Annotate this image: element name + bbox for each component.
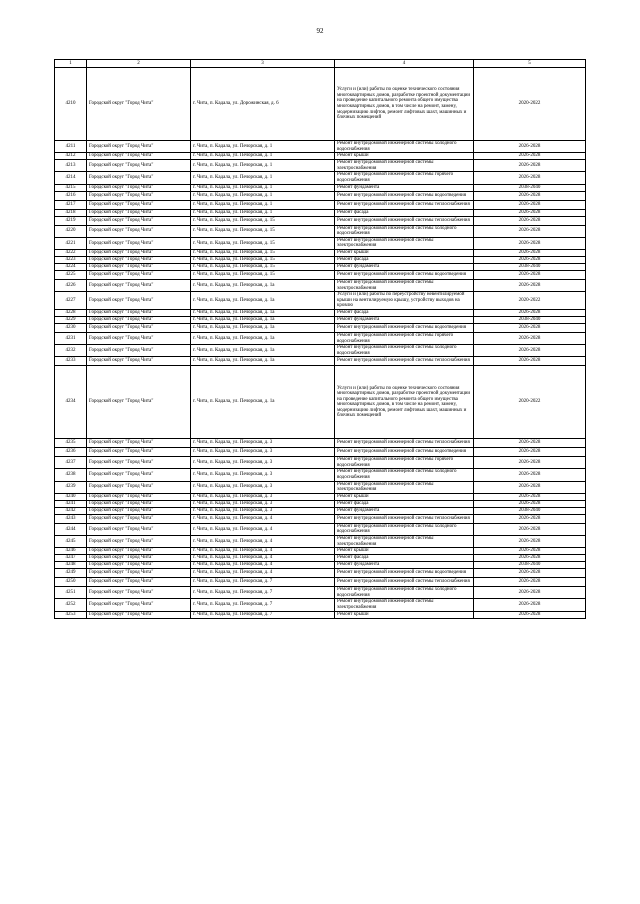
address-cell: г. Чита, п. Кадала, ул. Печорская, д. 4 <box>191 569 335 578</box>
period-cell: 2026-2028 <box>474 141 586 153</box>
work-type-cell: Ремонт фундамента <box>335 263 474 270</box>
work-type-cell: Ремонт внутридомовой инженерной системы теплоснабжения <box>335 357 474 366</box>
address-cell: г. Чита, п. Кадала, ул. Печорская, д. 1 <box>191 172 335 184</box>
table-row <box>55 172 586 184</box>
table-row <box>55 536 586 548</box>
period-cell: 2026-2028 <box>474 555 586 562</box>
municipality-cell: Городской округ "Город Чита" <box>87 481 191 493</box>
period-cell: 2026-2028 <box>474 448 586 457</box>
municipality-cell: Городской округ "Город Чита" <box>87 366 191 439</box>
table-row <box>55 237 586 249</box>
table-row <box>55 345 586 357</box>
column-number: 1 <box>55 60 87 68</box>
work-type-cell: Услуги и (или) работы по переустройству невентилируемой крыши на вентилируемую крышу, устройству выходов на кровлю <box>335 292 474 310</box>
address-cell: г. Чита, п. Кадала, ул. Печорская, д. 15 <box>191 263 335 270</box>
municipality-cell: Городской округ "Город Чита" <box>87 263 191 270</box>
table-row <box>55 209 586 216</box>
period-cell: 2026-2028 <box>474 270 586 279</box>
work-type-cell: Ремонт внутридомовой инженерной системы теплоснабжения <box>335 514 474 523</box>
municipality-cell: Городской округ "Город Чита" <box>87 587 191 599</box>
work-type-cell: Ремонт внутридомовой инженерной системы холодного водоснабжения <box>335 141 474 153</box>
municipality-cell: Городской округ "Город Чита" <box>87 578 191 587</box>
municipality-cell: Городской округ "Город Чита" <box>87 332 191 344</box>
column-number: 5 <box>474 60 586 68</box>
work-type-cell: Ремонт внутридомовой инженерной системы теплоснабжения <box>335 200 474 209</box>
period-cell: 2026-2028 <box>474 439 586 448</box>
work-type-cell: Ремонт внутридомовой инженерной системы электроснабжения <box>335 237 474 249</box>
row-number: 4241 <box>55 500 87 507</box>
period-cell: 2026-2028 <box>474 493 586 500</box>
address-cell: г. Чита, п. Кадала, ул. Печорская, д. 4 <box>191 555 335 562</box>
address-cell: г. Чита, п. Кадала, ул. Печорская, д. 1а <box>191 279 335 291</box>
period-cell: 2026-2028 <box>474 578 586 587</box>
work-type-cell: Ремонт фасада <box>335 500 474 507</box>
table-row <box>55 366 586 439</box>
period-cell: 2038-2040 <box>474 184 586 191</box>
municipality-cell: Городской округ "Город Чита" <box>87 523 191 535</box>
column-number-row <box>55 60 586 68</box>
period-cell: 2026-2028 <box>474 514 586 523</box>
table-row <box>55 578 586 587</box>
municipality-cell: Городской округ "Город Чита" <box>87 184 191 191</box>
row-number: 4225 <box>55 270 87 279</box>
address-cell: г. Чита, п. Кадала, ул. Печорская, д. 1а <box>191 345 335 357</box>
address-cell: г. Чита, п. Кадала, ул. Печорская, д. 3 <box>191 448 335 457</box>
column-number: 4 <box>335 60 474 68</box>
municipality-cell: Городской округ "Город Чита" <box>87 323 191 332</box>
period-cell: 2020-2022 <box>474 366 586 439</box>
work-type-cell: Ремонт фундамента <box>335 507 474 514</box>
table-row <box>55 153 586 160</box>
address-cell: г. Чита, п. Кадала, ул. Печорская, д. 1 <box>191 153 335 160</box>
municipality-cell: Городской округ "Город Чита" <box>87 500 191 507</box>
period-cell: 2026-2028 <box>474 172 586 184</box>
period-cell: 2026-2028 <box>474 209 586 216</box>
address-cell: г. Чита, п. Кадала, ул. Печорская, д. 1 <box>191 160 335 172</box>
row-number: 4235 <box>55 439 87 448</box>
address-cell: г. Чита, п. Кадала, ул. Печорская, д. 3 <box>191 500 335 507</box>
table-row <box>55 292 586 310</box>
work-type-cell: Ремонт фундамента <box>335 184 474 191</box>
work-type-cell: Ремонт крыши <box>335 493 474 500</box>
period-cell: 2038-2040 <box>474 562 586 569</box>
municipality-cell: Городской округ "Город Чита" <box>87 536 191 548</box>
row-number: 4249 <box>55 569 87 578</box>
address-cell: г. Чита, п. Кадала, ул. Печорская, д. 1а <box>191 292 335 310</box>
address-cell: г. Чита, п. Кадала, ул. Печорская, д. 3 <box>191 469 335 481</box>
municipality-cell: Городской округ "Город Чита" <box>87 469 191 481</box>
row-number: 4224 <box>55 263 87 270</box>
period-cell: 2026-2028 <box>474 481 586 493</box>
row-number: 4218 <box>55 209 87 216</box>
table-row <box>55 256 586 263</box>
table-row <box>55 323 586 332</box>
table-row <box>55 448 586 457</box>
row-number: 4214 <box>55 172 87 184</box>
table-row <box>55 548 586 555</box>
table-row <box>55 569 586 578</box>
period-cell: 2026-2028 <box>474 332 586 344</box>
row-number: 4239 <box>55 481 87 493</box>
municipality-cell: Городской округ "Город Чита" <box>87 448 191 457</box>
address-cell: г. Чита, п. Кадала, ул. Печорская, д. 1 <box>191 191 335 200</box>
work-type-cell: Ремонт внутридомовой инженерной системы водоотведения <box>335 323 474 332</box>
municipality-cell: Городской округ "Город Чита" <box>87 216 191 225</box>
address-cell: г. Чита, п. Кадала, ул. Печорская, д. 4 <box>191 514 335 523</box>
period-cell: 2026-2028 <box>474 523 586 535</box>
row-number: 4242 <box>55 507 87 514</box>
period-cell: 2026-2028 <box>474 599 586 611</box>
municipality-cell: Городской округ "Город Чита" <box>87 562 191 569</box>
municipality-cell: Городской округ "Город Чита" <box>87 256 191 263</box>
municipality-cell: Городской округ "Город Чита" <box>87 270 191 279</box>
period-cell: 2026-2028 <box>474 225 586 237</box>
municipality-cell: Городской округ "Город Чита" <box>87 555 191 562</box>
row-number: 4215 <box>55 184 87 191</box>
work-type-cell: Ремонт внутридомовой инженерной системы теплоснабжения <box>335 578 474 587</box>
address-cell: г. Чита, п. Кадала, ул. Печорская, д. 4 <box>191 562 335 569</box>
table-row <box>55 216 586 225</box>
municipality-cell: Городской округ "Город Чита" <box>87 316 191 323</box>
period-cell: 2026-2028 <box>474 569 586 578</box>
period-cell: 2026-2028 <box>474 216 586 225</box>
period-cell: 2020-2022 <box>474 68 586 141</box>
address-cell: г. Чита, п. Кадала, ул. Печорская, д. 4 <box>191 548 335 555</box>
period-cell: 2026-2028 <box>474 160 586 172</box>
row-number: 4216 <box>55 191 87 200</box>
address-cell: г. Чита, п. Кадала, ул. Печорская, д. 15 <box>191 256 335 263</box>
row-number: 4243 <box>55 514 87 523</box>
table-row <box>55 270 586 279</box>
work-type-cell: Ремонт внутридомовой инженерной системы водоотведения <box>335 270 474 279</box>
period-cell: 2038-2040 <box>474 316 586 323</box>
work-type-cell: Ремонт внутридомовой инженерной системы водоотведения <box>335 191 474 200</box>
work-type-cell: Ремонт внутридомовой инженерной системы водоотведения <box>335 448 474 457</box>
municipality-cell: Городской округ "Город Чита" <box>87 141 191 153</box>
address-cell: г. Чита, п. Кадала, ул. Печорская, д. 15 <box>191 225 335 237</box>
row-number: 4240 <box>55 493 87 500</box>
work-type-cell: Ремонт внутридомовой инженерной системы горячего водоснабжения <box>335 457 474 469</box>
row-number: 4250 <box>55 578 87 587</box>
period-cell: 2026-2028 <box>474 469 586 481</box>
address-cell: г. Чита, п. Кадала, ул. Печорская, д. 4 <box>191 536 335 548</box>
work-type-cell: Ремонт крыши <box>335 249 474 256</box>
row-number: 4211 <box>55 141 87 153</box>
municipality-cell: Городской округ "Город Чита" <box>87 493 191 500</box>
row-number: 4251 <box>55 587 87 599</box>
table-row <box>55 309 586 316</box>
municipality-cell: Городской округ "Город Чита" <box>87 153 191 160</box>
row-number: 4227 <box>55 292 87 310</box>
table-row <box>55 439 586 448</box>
work-type-cell: Услуги и (или) работы по оценке технического состояния многоквартирных домов, разработке проектной документации на проведение капитального ремонта общего имущества многоквартирных домов, в том числе на ремонт, замену, модернизацию лифтов, ремонт лифтовых шахт, машинных и блочных помещений <box>335 366 474 439</box>
table-row <box>55 141 586 153</box>
address-cell: г. Чита, п. Кадала, ул. Печорская, д. 1а <box>191 332 335 344</box>
row-number: 4253 <box>55 611 87 618</box>
work-type-cell: Ремонт внутридомовой инженерной системы электроснабжения <box>335 279 474 291</box>
page-number: 92 <box>316 27 324 35</box>
row-number: 4212 <box>55 153 87 160</box>
address-cell: г. Чита, п. Кадала, ул. Печорская, д. 3 <box>191 457 335 469</box>
period-cell: 2026-2028 <box>474 536 586 548</box>
period-cell: 2026-2028 <box>474 153 586 160</box>
period-cell: 2026-2028 <box>474 345 586 357</box>
address-cell: г. Чита, п. Кадала, ул. Печорская, д. 1а <box>191 357 335 366</box>
work-type-cell: Ремонт внутридомовой инженерной системы холодного водоснабжения <box>335 469 474 481</box>
address-cell: г. Чита, п. Кадала, ул. Печорская, д. 1а <box>191 309 335 316</box>
address-cell: г. Чита, п. Кадала, ул. Печорская, д. 1 <box>191 209 335 216</box>
address-cell: г. Чита, п. Кадала, ул. Печорская, д. 15 <box>191 216 335 225</box>
address-cell: г. Чита, п. Кадала, ул. Печорская, д. 1а <box>191 323 335 332</box>
address-cell: г. Чита, п. Кадала, ул. Печорская, д. 7 <box>191 611 335 618</box>
row-number: 4213 <box>55 160 87 172</box>
municipality-cell: Городской округ "Город Чита" <box>87 309 191 316</box>
municipality-cell: Городской округ "Город Чита" <box>87 191 191 200</box>
row-number: 4238 <box>55 469 87 481</box>
table-row <box>55 316 586 323</box>
municipality-cell: Городской округ "Город Чита" <box>87 457 191 469</box>
row-number: 4223 <box>55 256 87 263</box>
work-type-cell: Ремонт внутридомовой инженерной системы горячего водоснабжения <box>335 332 474 344</box>
row-number: 4237 <box>55 457 87 469</box>
municipality-cell: Городской округ "Город Чита" <box>87 514 191 523</box>
row-number: 4231 <box>55 332 87 344</box>
table-row <box>55 481 586 493</box>
address-cell: г. Чита, п. Кадала, ул. Дорожинская, д. 6 <box>191 68 335 141</box>
municipality-cell: Городской округ "Город Чита" <box>87 225 191 237</box>
table-row <box>55 68 586 141</box>
row-number: 4226 <box>55 279 87 291</box>
address-cell: г. Чита, п. Кадала, ул. Печорская, д. 15 <box>191 270 335 279</box>
work-type-cell: Услуги и (или) работы по оценке технического состояния многоквартирных домов, разработке проектной документации на проведение капитального ремонта общего имущества многоквартирных домов, в том числе на ремонт, замену, модернизацию лифтов, ремонт лифтовых шахт, машинных и блочных помещений <box>335 68 474 141</box>
municipality-cell: Городской округ "Город Чита" <box>87 249 191 256</box>
period-cell: 2026-2028 <box>474 548 586 555</box>
row-number: 4221 <box>55 237 87 249</box>
table-row <box>55 587 586 599</box>
municipality-cell: Городской округ "Город Чита" <box>87 237 191 249</box>
row-number: 4247 <box>55 555 87 562</box>
row-number: 4220 <box>55 225 87 237</box>
address-cell: г. Чита, п. Кадала, ул. Печорская, д. 1 <box>191 200 335 209</box>
municipality-cell: Городской округ "Город Чита" <box>87 200 191 209</box>
address-cell: г. Чита, п. Кадала, ул. Печорская, д. 4 <box>191 523 335 535</box>
period-cell: 2026-2028 <box>474 457 586 469</box>
municipality-cell: Городской округ "Город Чита" <box>87 439 191 448</box>
row-number: 4236 <box>55 448 87 457</box>
row-number: 4232 <box>55 345 87 357</box>
column-number: 2 <box>87 60 191 68</box>
row-number: 4245 <box>55 536 87 548</box>
table-row <box>55 457 586 469</box>
table-row <box>55 357 586 366</box>
work-type-cell: Ремонт крыши <box>335 611 474 618</box>
work-type-cell: Ремонт крыши <box>335 548 474 555</box>
work-type-cell: Ремонт крыши <box>335 153 474 160</box>
address-cell: г. Чита, п. Кадала, ул. Печорская, д. 3 <box>191 481 335 493</box>
column-number: 3 <box>191 60 335 68</box>
work-type-cell: Ремонт внутридомовой инженерной системы электроснабжения <box>335 160 474 172</box>
table-row <box>55 184 586 191</box>
work-type-cell: Ремонт фасада <box>335 209 474 216</box>
work-type-cell: Ремонт внутридомовой инженерной системы электроснабжения <box>335 536 474 548</box>
row-number: 4234 <box>55 366 87 439</box>
table-row <box>55 279 586 291</box>
period-cell: 2038-2040 <box>474 507 586 514</box>
address-cell: г. Чита, п. Кадала, ул. Печорская, д. 3 <box>191 439 335 448</box>
municipality-cell: Городской округ "Город Чита" <box>87 279 191 291</box>
municipality-cell: Городской округ "Город Чита" <box>87 68 191 141</box>
row-number: 4228 <box>55 309 87 316</box>
work-type-cell: Ремонт фасада <box>335 256 474 263</box>
work-type-cell: Ремонт фасада <box>335 309 474 316</box>
period-cell: 2026-2028 <box>474 309 586 316</box>
period-cell: 2026-2028 <box>474 249 586 256</box>
address-cell: г. Чита, п. Кадала, ул. Печорская, д. 7 <box>191 578 335 587</box>
table-body <box>55 68 586 619</box>
period-cell: 2026-2028 <box>474 279 586 291</box>
table-row <box>55 469 586 481</box>
work-type-cell: Ремонт внутридомовой инженерной системы холодного водоснабжения <box>335 345 474 357</box>
period-cell: 2026-2028 <box>474 256 586 263</box>
table-row <box>55 160 586 172</box>
table-row <box>55 523 586 535</box>
row-number: 4229 <box>55 316 87 323</box>
table-row <box>55 225 586 237</box>
work-type-cell: Ремонт внутридомовой инженерной системы теплоснабжения <box>335 439 474 448</box>
address-cell: г. Чита, п. Кадала, ул. Печорская, д. 15 <box>191 237 335 249</box>
municipality-cell: Городской округ "Город Чита" <box>87 357 191 366</box>
address-cell: г. Чита, п. Кадала, ул. Печорская, д. 3 <box>191 507 335 514</box>
works-table <box>54 59 586 619</box>
municipality-cell: Городской округ "Город Чита" <box>87 172 191 184</box>
municipality-cell: Городской округ "Город Чита" <box>87 507 191 514</box>
address-cell: г. Чита, п. Кадала, ул. Печорская, д. 1а <box>191 366 335 439</box>
period-cell: 2026-2028 <box>474 191 586 200</box>
address-cell: г. Чита, п. Кадала, ул. Печорская, д. 3 <box>191 493 335 500</box>
address-cell: г. Чита, п. Кадала, ул. Печорская, д. 7 <box>191 587 335 599</box>
row-number: 4246 <box>55 548 87 555</box>
row-number: 4252 <box>55 599 87 611</box>
period-cell: 2026-2028 <box>474 323 586 332</box>
row-number: 4217 <box>55 200 87 209</box>
table-row <box>55 562 586 569</box>
period-cell: 2026-2028 <box>474 500 586 507</box>
work-type-cell: Ремонт внутридомовой инженерной системы горячего водоснабжения <box>335 172 474 184</box>
table-row <box>55 507 586 514</box>
municipality-cell: Городской округ "Город Чита" <box>87 611 191 618</box>
row-number: 4222 <box>55 249 87 256</box>
address-cell: г. Чита, п. Кадала, ул. Печорская, д. 7 <box>191 599 335 611</box>
table-row <box>55 191 586 200</box>
period-cell: 2026-2028 <box>474 237 586 249</box>
row-number: 4219 <box>55 216 87 225</box>
work-type-cell: Ремонт фундамента <box>335 316 474 323</box>
row-number: 4233 <box>55 357 87 366</box>
municipality-cell: Городской округ "Город Чита" <box>87 209 191 216</box>
table-row <box>55 611 586 618</box>
row-number: 4210 <box>55 68 87 141</box>
municipality-cell: Городской округ "Город Чита" <box>87 292 191 310</box>
table-row <box>55 514 586 523</box>
row-number: 4230 <box>55 323 87 332</box>
table-row <box>55 249 586 256</box>
work-type-cell: Ремонт внутридомовой инженерной системы холодного водоснабжения <box>335 587 474 599</box>
table-row <box>55 493 586 500</box>
work-type-cell: Ремонт фундамента <box>335 562 474 569</box>
table-row <box>55 332 586 344</box>
municipality-cell: Городской округ "Город Чита" <box>87 599 191 611</box>
work-type-cell: Ремонт внутридомовой инженерной системы холодного водоснабжения <box>335 225 474 237</box>
work-type-cell: Ремонт внутридомовой инженерной системы теплоснабжения <box>335 216 474 225</box>
address-cell: г. Чита, п. Кадала, ул. Печорская, д. 1 <box>191 141 335 153</box>
work-type-cell: Ремонт фасада <box>335 555 474 562</box>
table-row <box>55 263 586 270</box>
municipality-cell: Городской округ "Город Чита" <box>87 345 191 357</box>
address-cell: г. Чита, п. Кадала, ул. Печорская, д. 1а <box>191 316 335 323</box>
address-cell: г. Чита, п. Кадала, ул. Печорская, д. 1 <box>191 184 335 191</box>
municipality-cell: Городской округ "Город Чита" <box>87 160 191 172</box>
period-cell: 2026-2028 <box>474 200 586 209</box>
period-cell: 2038-2040 <box>474 263 586 270</box>
work-type-cell: Ремонт внутридомовой инженерной системы электроснабжения <box>335 481 474 493</box>
row-number: 4248 <box>55 562 87 569</box>
row-number: 4244 <box>55 523 87 535</box>
work-type-cell: Ремонт внутридомовой инженерной системы холодного водоснабжения <box>335 523 474 535</box>
period-cell: 2026-2028 <box>474 357 586 366</box>
table-row <box>55 555 586 562</box>
work-type-cell: Ремонт внутридомовой инженерной системы водоотведения <box>335 569 474 578</box>
period-cell: 2026-2028 <box>474 587 586 599</box>
table-row <box>55 200 586 209</box>
municipality-cell: Городской округ "Город Чита" <box>87 548 191 555</box>
table-row <box>55 500 586 507</box>
period-cell: 2020-2022 <box>474 292 586 310</box>
table-row <box>55 599 586 611</box>
work-type-cell: Ремонт внутридомовой инженерной системы электроснабжения <box>335 599 474 611</box>
period-cell: 2026-2028 <box>474 611 586 618</box>
municipality-cell: Городской округ "Город Чита" <box>87 569 191 578</box>
address-cell: г. Чита, п. Кадала, ул. Печорская, д. 15 <box>191 249 335 256</box>
